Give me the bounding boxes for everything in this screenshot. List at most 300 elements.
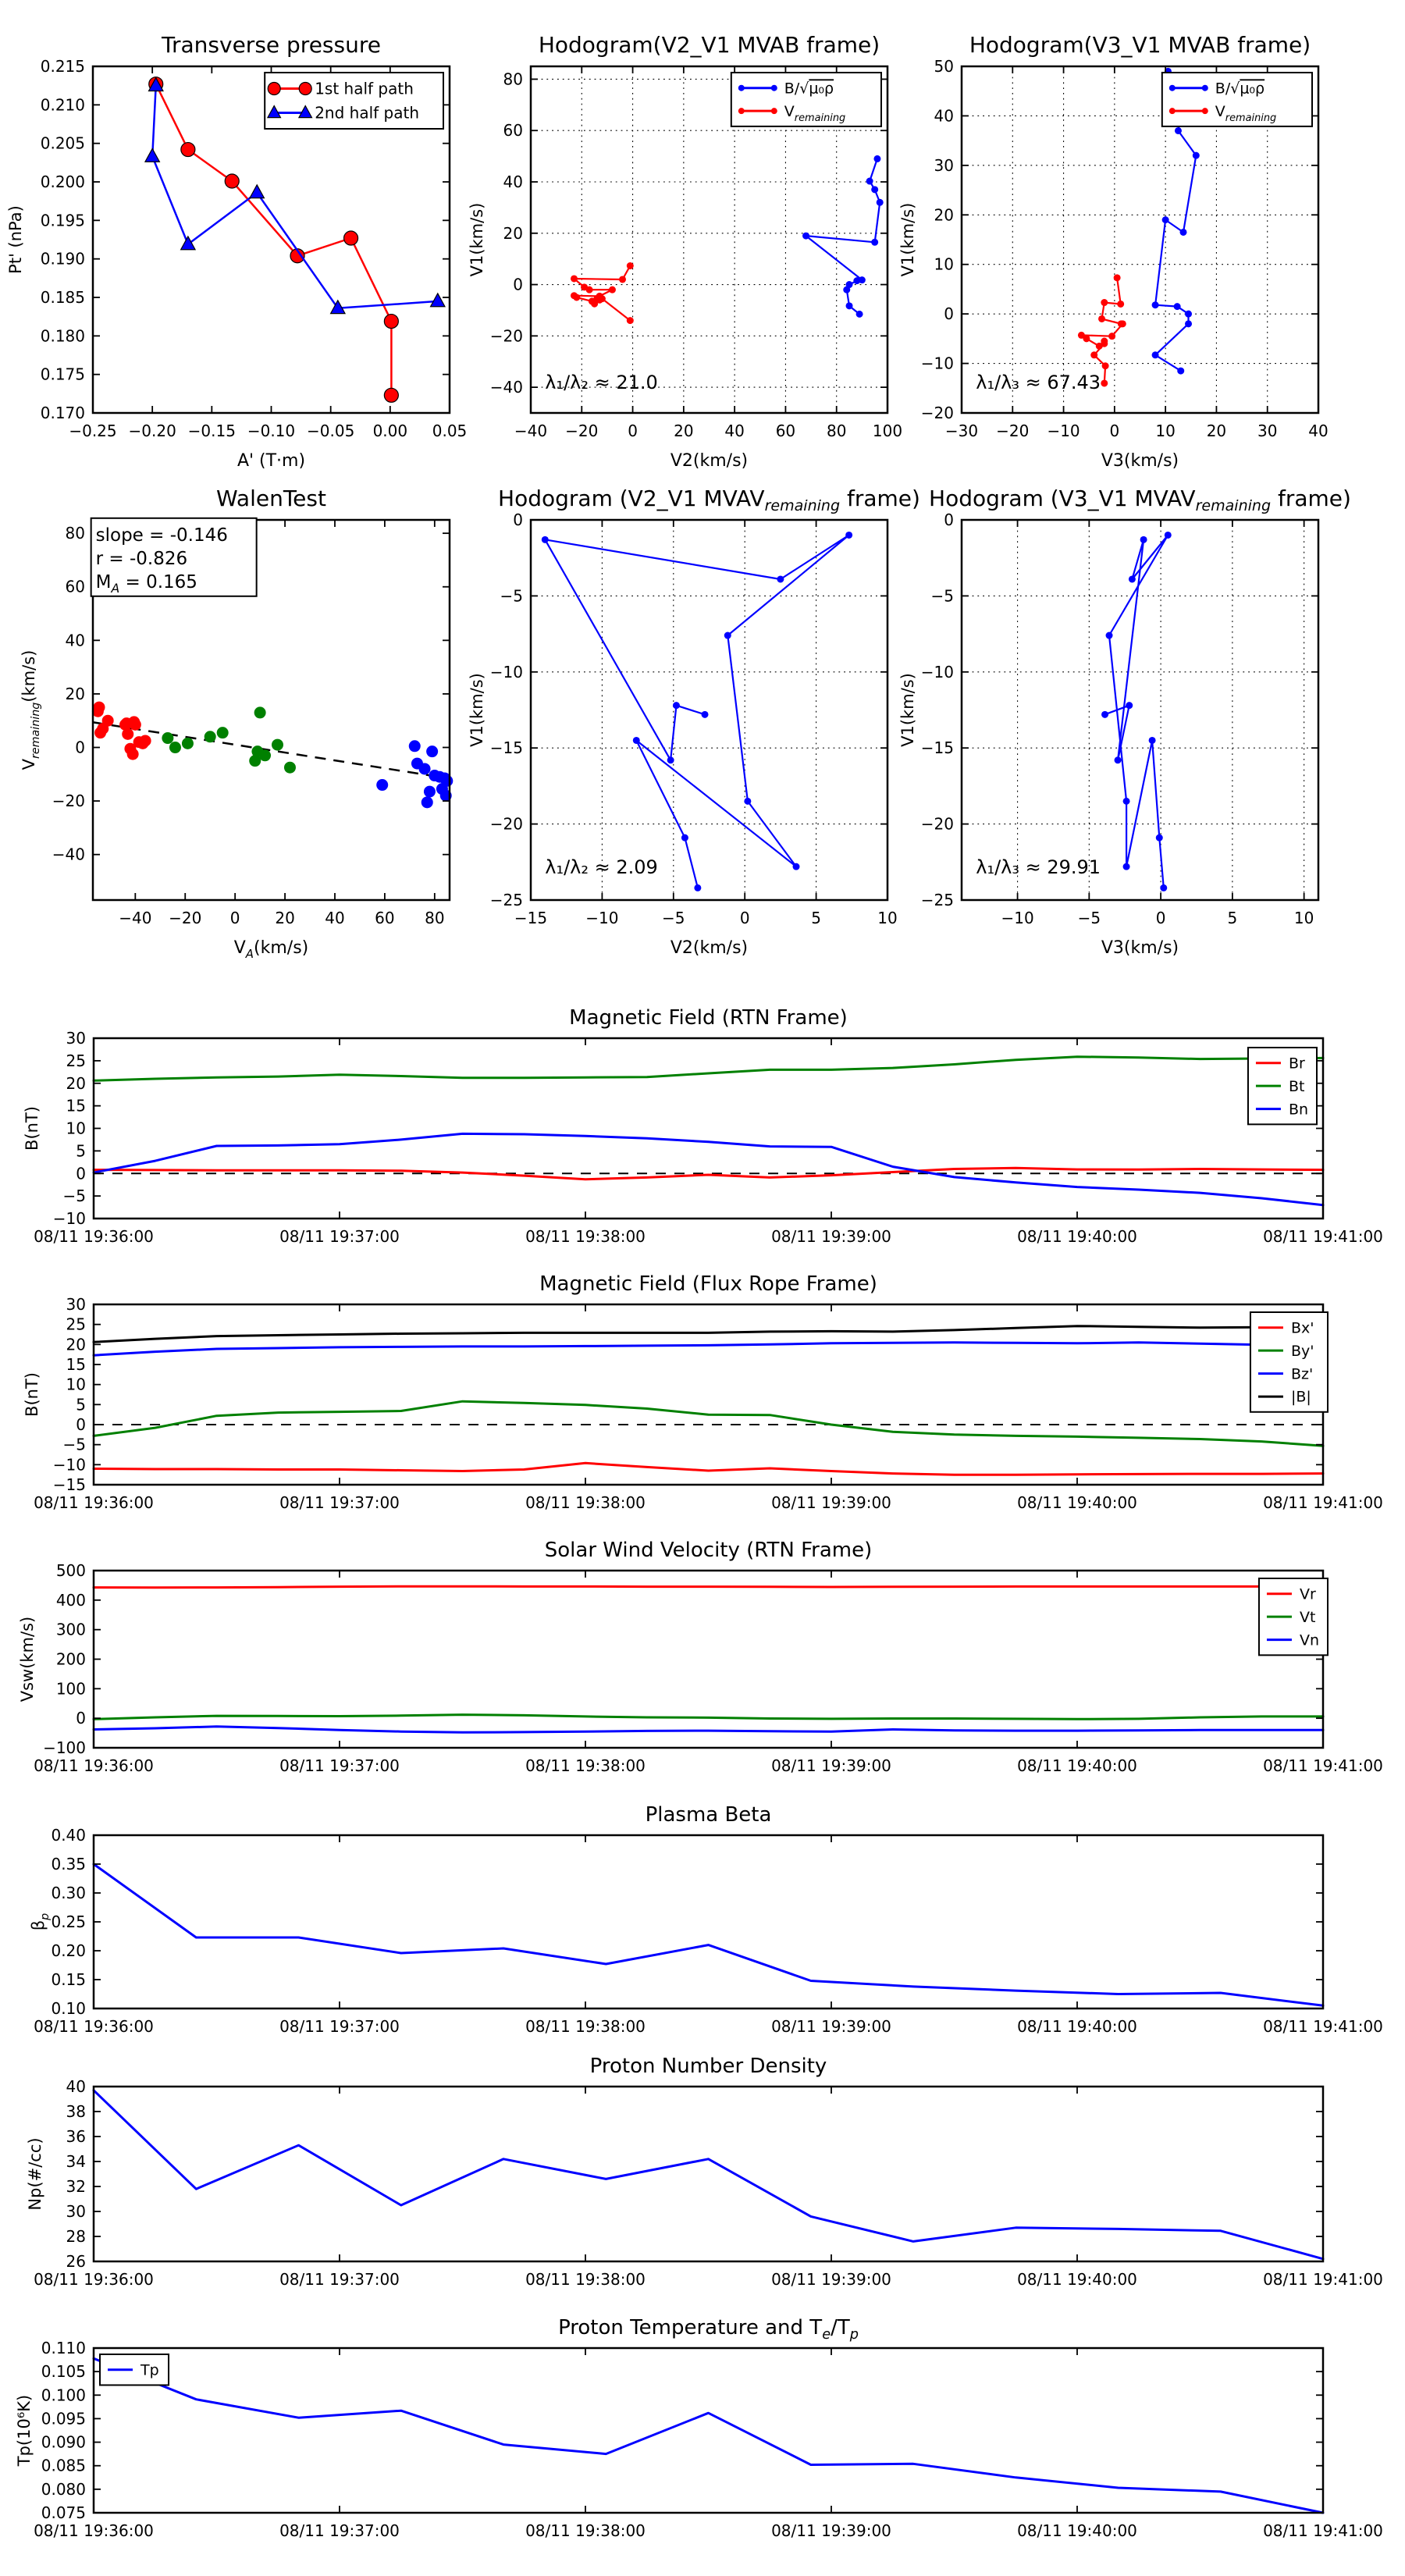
y-tick-label: 0 <box>75 738 85 757</box>
chart-hodogram-v2v1-mvav <box>468 486 920 958</box>
legend-label: By' <box>1290 1342 1314 1360</box>
circle-marker <box>181 143 195 157</box>
y-tick-label: 0.080 <box>41 2479 86 2499</box>
x-tick-label: 08/11 19:41:00 <box>1263 1227 1383 1246</box>
y-tick-label: 15 <box>66 1096 86 1115</box>
y-tick-label: 20 <box>65 684 85 703</box>
circle-marker <box>272 739 283 751</box>
circle-marker <box>1108 333 1115 340</box>
y-tick-label: 400 <box>55 1590 86 1610</box>
legend-label: 2nd half path <box>315 103 420 123</box>
y-tick-label: 36 <box>66 2127 86 2146</box>
chart-magnetic-field-rtn <box>23 1006 1383 1246</box>
series-line <box>94 1463 1323 1475</box>
y-tick-label: 0.175 <box>40 365 85 384</box>
series-line <box>94 2358 1323 2513</box>
ticks-and-labels <box>34 2077 1383 2289</box>
circle-marker <box>1119 320 1126 327</box>
y-tick-label: 0.35 <box>51 1855 86 1873</box>
circle-marker <box>182 738 194 749</box>
y-tick-label: −20 <box>489 814 523 834</box>
circle-marker <box>1162 216 1169 223</box>
plot-title: Solar Wind Velocity (RTN Frame) <box>544 1539 873 1562</box>
circle-marker <box>846 302 853 309</box>
y-tick-label: 30 <box>934 155 954 175</box>
x-tick-label: 08/11 19:37:00 <box>279 2017 400 2036</box>
y-tick-label: 40 <box>65 631 85 650</box>
x-axis-label: V2(km/s) <box>670 938 749 958</box>
triangle-marker <box>250 185 264 198</box>
y-tick-label: 0 <box>513 511 523 529</box>
x-tick-label: 08/11 19:39:00 <box>771 1756 891 1775</box>
y-tick-label: −10 <box>920 354 954 373</box>
series-Vn <box>94 1727 1323 1733</box>
x-tick-label: 0 <box>1109 422 1120 440</box>
y-tick-label: 0 <box>76 1709 86 1728</box>
y-tick-label: −5 <box>62 1187 86 1206</box>
circle-marker <box>1123 798 1130 805</box>
circle-marker <box>384 388 398 402</box>
legend-label: B/√μ₀ρ <box>784 80 834 98</box>
y-axis-label: Np(#/cc) <box>26 2137 44 2211</box>
x-tick-label: 0 <box>739 909 750 927</box>
x-tick-label: 08/11 19:36:00 <box>34 1756 154 1775</box>
y-tick-label: 20 <box>503 223 523 243</box>
y-tick-label: −25 <box>489 891 523 909</box>
series-line <box>94 1326 1323 1343</box>
circle-marker <box>1101 299 1108 306</box>
y-tick-label: 80 <box>65 524 85 543</box>
x-tick-label: 08/11 19:38:00 <box>525 1756 646 1775</box>
legend-label: |B| <box>1290 1388 1311 1406</box>
series-line <box>94 1715 1323 1720</box>
plot-title: WalenTest <box>216 486 326 511</box>
y-axis-label: $\beta_p$ <box>29 1912 52 1931</box>
x-tick-label: 08/11 19:37:00 <box>279 1756 400 1775</box>
series-V-path <box>542 532 852 891</box>
circle-marker <box>856 311 863 318</box>
x-tick-label: 08/11 19:39:00 <box>771 2017 891 2036</box>
x-axis-label: V3(km/s) <box>1101 451 1179 471</box>
circle-marker <box>284 762 296 774</box>
y-tick-label: 0.195 <box>40 211 85 230</box>
circle-marker <box>591 301 598 308</box>
circle-marker <box>1175 127 1182 134</box>
x-tick-label: 08/11 19:36:00 <box>34 1493 154 1512</box>
series-Bx-prime <box>94 1463 1323 1475</box>
legend-label: Vn <box>1299 1631 1320 1649</box>
x-tick-label: 0.00 <box>372 422 408 440</box>
annotation-text: λ₁/λ₂ ≈ 21.0 <box>545 371 658 393</box>
plot-title: Proton Temperature and $T_e/T_p$ <box>558 2316 859 2343</box>
y-tick-label: 28 <box>66 2227 86 2246</box>
series-last-interval <box>376 740 453 808</box>
circle-marker <box>259 749 271 761</box>
y-tick-label: 60 <box>503 121 523 141</box>
y-tick-label: 0.215 <box>40 57 85 76</box>
x-tick-label: 08/11 19:41:00 <box>1263 1493 1383 1512</box>
x-tick-label: 60 <box>775 422 796 440</box>
plot-title: Proton Number Density <box>589 2055 827 2078</box>
circle-marker <box>853 277 860 284</box>
circle-marker <box>793 863 800 870</box>
fit-dashed-line <box>93 722 450 778</box>
x-tick-label: 40 <box>325 909 345 927</box>
y-axis-label: V1(km/s) <box>898 673 917 747</box>
y-tick-label: −10 <box>489 662 523 681</box>
circle-marker <box>873 155 880 162</box>
circle-marker <box>376 779 388 791</box>
x-tick-label: 08/11 19:40:00 <box>1017 2270 1137 2289</box>
circle-marker <box>384 315 398 329</box>
y-tick-label: 0 <box>513 275 523 294</box>
y-tick-label: 10 <box>66 1119 86 1138</box>
y-tick-label: 0.085 <box>41 2456 86 2475</box>
annotation-text: λ₁/λ₃ ≈ 67.43 <box>976 371 1101 393</box>
legend-label: Bz' <box>1290 1365 1314 1383</box>
y-tick-label: 0.090 <box>41 2432 86 2452</box>
circle-marker <box>619 276 626 283</box>
circle-marker <box>1152 301 1159 308</box>
series-beta-p <box>94 1864 1323 2005</box>
series-line <box>94 1401 1323 1446</box>
y-tick-label: −100 <box>43 1738 86 1757</box>
series-B-magnitude <box>94 1326 1323 1343</box>
legend-label: $V_{remaining}$ <box>784 102 846 124</box>
y-tick-label: 5 <box>76 1395 86 1414</box>
x-tick-label: 30 <box>1257 422 1278 440</box>
circle-marker <box>1202 108 1208 114</box>
y-tick-label: 0.205 <box>40 133 85 153</box>
y-tick-label: −5 <box>930 586 954 606</box>
series-line <box>94 2090 1323 2259</box>
y-tick-label: 0 <box>944 511 954 529</box>
y-tick-label: −20 <box>920 814 954 834</box>
legend-label: $V_{remaining}$ <box>1215 102 1277 124</box>
circle-marker <box>102 715 114 727</box>
y-tick-label: 25 <box>66 1051 86 1070</box>
y-tick-label: −10 <box>52 1455 86 1475</box>
y-tick-label: 0.105 <box>41 2362 86 2382</box>
series-Tp <box>94 2358 1323 2513</box>
x-tick-label: 08/11 19:40:00 <box>1017 2521 1137 2540</box>
series-V-remaining <box>571 262 634 324</box>
x-tick-label: 20 <box>275 909 295 927</box>
x-tick-label: −30 <box>944 422 979 440</box>
series-By-prime <box>94 1401 1323 1446</box>
circle-marker <box>1177 368 1184 375</box>
x-tick-label: 08/11 19:36:00 <box>34 2270 154 2289</box>
circle-marker <box>542 536 549 543</box>
chart-proton-temperature <box>15 2316 1383 2540</box>
circle-marker <box>1090 351 1097 358</box>
circle-marker <box>93 702 105 713</box>
circle-marker <box>409 740 421 752</box>
triangle-marker <box>145 148 159 162</box>
y-tick-label: −40 <box>52 845 85 864</box>
x-tick-label: 08/11 19:41:00 <box>1263 2017 1383 2036</box>
ticks-and-labels <box>34 1561 1383 1775</box>
y-tick-label: 38 <box>66 2102 86 2121</box>
x-axis-label: V3(km/s) <box>1101 938 1179 958</box>
circle-marker <box>599 295 606 302</box>
circle-marker <box>633 737 640 744</box>
legend-label: Vt <box>1299 1608 1316 1626</box>
series-Bt <box>94 1057 1323 1081</box>
circle-marker <box>738 85 745 91</box>
legend <box>1259 1578 1328 1655</box>
circle-marker <box>1179 229 1186 236</box>
circle-marker <box>254 706 266 718</box>
annotation <box>91 518 257 596</box>
triangle-marker <box>181 237 195 250</box>
circle-marker <box>1106 632 1113 639</box>
x-tick-label: 100 <box>872 422 903 440</box>
circle-marker <box>627 317 634 324</box>
series-line <box>94 1864 1323 2005</box>
chart-hodogram-v3v1-mvav <box>898 486 1351 958</box>
circle-marker <box>205 731 216 742</box>
axes-box <box>94 1835 1323 2008</box>
circle-marker <box>422 796 433 808</box>
annotation-text: λ₁/λ₃ ≈ 29.91 <box>976 856 1101 878</box>
x-tick-label: 10 <box>877 909 898 927</box>
y-tick-label: −15 <box>489 738 523 758</box>
x-tick-label: −40 <box>514 422 548 440</box>
circle-marker <box>1169 108 1176 114</box>
y-axis-label: V1(km/s) <box>468 673 486 747</box>
legend-label: Bn <box>1288 1101 1309 1119</box>
y-tick-label: 0.30 <box>51 1884 86 1902</box>
y-tick-label: 100 <box>55 1679 86 1699</box>
y-tick-label: 40 <box>66 2077 86 2096</box>
y-axis-label: $V_{remaining}(km/s)$ <box>20 649 42 770</box>
circle-marker <box>1129 575 1136 582</box>
y-tick-label: −15 <box>52 1475 86 1494</box>
circle-marker <box>1160 884 1167 891</box>
circle-marker <box>573 294 580 301</box>
circle-marker <box>866 178 873 185</box>
y-tick-label: 10 <box>934 254 954 274</box>
circle-marker <box>225 174 239 188</box>
y-tick-label: 0.095 <box>41 2409 86 2428</box>
x-tick-label: 5 <box>811 909 821 927</box>
x-tick-label: −0.05 <box>307 422 355 440</box>
y-tick-label: −5 <box>500 586 523 606</box>
circle-marker <box>424 786 436 798</box>
y-tick-label: 0.200 <box>40 173 85 191</box>
y-tick-label: −10 <box>52 1209 86 1228</box>
legend-label: Br <box>1288 1055 1305 1073</box>
annotation-text: λ₁/λ₂ ≈ 2.09 <box>545 856 658 878</box>
y-axis-label: V1(km/s) <box>468 202 486 277</box>
x-tick-label: 08/11 19:38:00 <box>525 1227 646 1246</box>
legend <box>100 2354 169 2385</box>
x-tick-label: 08/11 19:39:00 <box>771 1227 891 1246</box>
chart-plasma-beta <box>29 1803 1383 2036</box>
y-tick-label: 0.190 <box>40 249 85 269</box>
circle-marker <box>1101 711 1108 718</box>
chart-walen-test <box>20 486 453 961</box>
series-line <box>574 266 631 321</box>
series-middle-interval <box>162 706 296 773</box>
circle-marker <box>162 732 173 744</box>
annotation <box>976 856 1101 878</box>
x-tick-label: −15 <box>514 909 548 927</box>
chart-hodogram-v2v1-mvab <box>468 32 902 471</box>
y-tick-label: 20 <box>66 1335 86 1354</box>
circle-marker <box>1115 756 1122 763</box>
series-line <box>94 1343 1323 1355</box>
x-tick-label: 0 <box>229 909 240 927</box>
x-tick-label: 08/11 19:40:00 <box>1017 1227 1137 1246</box>
y-tick-label: 26 <box>66 2252 86 2271</box>
plot-title: Hodogram(V3_V1 MVAB frame) <box>969 32 1311 58</box>
legend <box>1250 1312 1328 1412</box>
circle-marker <box>1202 85 1208 91</box>
x-tick-label: 08/11 19:39:00 <box>771 1493 891 1512</box>
legend <box>731 73 881 126</box>
x-tick-label: −40 <box>119 909 152 927</box>
x-tick-label: −0.20 <box>128 422 176 440</box>
circle-marker <box>667 756 674 763</box>
series-V-remaining <box>1078 274 1126 386</box>
circle-marker <box>744 798 751 805</box>
x-tick-label: 10 <box>1155 422 1176 440</box>
circle-marker <box>877 199 884 206</box>
circle-marker <box>1193 152 1200 159</box>
chart-proton-number-density <box>26 2055 1383 2289</box>
circle-marker <box>1156 834 1163 841</box>
circle-marker <box>1165 532 1172 539</box>
series-line <box>94 1057 1323 1081</box>
circle-marker <box>1152 351 1159 358</box>
series-line <box>94 1586 1323 1588</box>
x-tick-label: −10 <box>585 909 619 927</box>
circle-marker <box>169 742 181 753</box>
axes-box <box>94 1304 1323 1485</box>
circle-marker <box>571 275 578 282</box>
circle-marker <box>681 834 688 841</box>
y-tick-label: 20 <box>66 1073 86 1093</box>
y-tick-label: 40 <box>934 106 954 126</box>
x-tick-label: −5 <box>662 909 685 927</box>
y-tick-label: −10 <box>920 662 954 681</box>
annotation <box>545 372 658 393</box>
axes-box <box>531 520 887 900</box>
y-tick-label: 60 <box>65 577 85 596</box>
circle-marker <box>586 286 593 294</box>
circle-marker <box>419 763 431 774</box>
y-tick-label: 20 <box>934 205 954 225</box>
legend-label: Bt <box>1288 1077 1305 1095</box>
circle-marker <box>140 735 151 746</box>
x-tick-label: 20 <box>1206 422 1227 440</box>
series-Vr <box>94 1586 1323 1588</box>
circle-marker <box>694 884 701 891</box>
circle-marker <box>738 108 745 114</box>
x-tick-label: 08/11 19:38:00 <box>525 1493 646 1512</box>
circle-marker <box>1083 335 1090 342</box>
circle-marker <box>802 233 809 240</box>
legend <box>1248 1048 1317 1124</box>
y-tick-label: 40 <box>503 173 523 191</box>
annotation <box>545 856 658 878</box>
circle-marker <box>130 719 141 731</box>
series-line <box>1081 278 1122 383</box>
x-tick-label: 08/11 19:36:00 <box>34 2017 154 2036</box>
ticks-and-labels <box>34 1826 1383 2036</box>
x-tick-label: 08/11 19:36:00 <box>34 1227 154 1246</box>
x-tick-label: 08/11 19:38:00 <box>525 2521 646 2540</box>
circle-marker <box>673 702 680 709</box>
x-tick-label: 08/11 19:41:00 <box>1263 2521 1383 2540</box>
plot-title: Hodogram(V2_V1 MVAB frame) <box>538 32 880 58</box>
x-tick-label: 0 <box>628 422 638 440</box>
legend-label: Bx' <box>1290 1319 1314 1337</box>
circle-marker <box>871 186 878 193</box>
y-tick-label: 30 <box>66 2202 86 2221</box>
y-tick-label: 0.40 <box>51 1826 86 1845</box>
x-tick-label: 08/11 19:41:00 <box>1263 2270 1383 2289</box>
chart-transverse-pressure <box>6 32 467 471</box>
circle-marker <box>1140 536 1147 543</box>
x-tick-label: −0.10 <box>247 422 296 440</box>
x-tick-label: 08/11 19:40:00 <box>1017 1493 1137 1512</box>
circle-marker <box>1149 737 1156 744</box>
circle-marker <box>777 575 784 582</box>
plot-title: Transverse pressure <box>162 32 381 58</box>
x-tick-label: 80 <box>425 909 445 927</box>
circle-marker <box>771 108 777 114</box>
x-tick-label: 80 <box>826 422 847 440</box>
circle-marker <box>627 262 634 269</box>
y-axis-label: B(nT) <box>23 1106 41 1151</box>
y-tick-label: 30 <box>66 1295 86 1314</box>
series-first-interval <box>92 702 151 760</box>
x-tick-label: 08/11 19:40:00 <box>1017 1756 1137 1775</box>
circle-marker <box>1174 303 1181 310</box>
ticks-and-labels <box>34 1029 1383 1246</box>
legend <box>1162 73 1312 126</box>
x-tick-label: −10 <box>1047 422 1080 440</box>
circle-marker <box>441 775 453 787</box>
x-tick-label: 08/11 19:37:00 <box>279 2270 400 2289</box>
x-tick-label: 08/11 19:37:00 <box>279 1227 400 1246</box>
series-Br <box>94 1168 1323 1179</box>
annotation-text: slope = -0.146 <box>95 525 228 546</box>
y-tick-label: 0.25 <box>51 1912 86 1931</box>
y-tick-label: 0.10 <box>51 1999 86 2018</box>
circle-marker <box>724 632 731 639</box>
y-tick-label: 32 <box>66 2177 86 2196</box>
axes-box <box>94 1571 1323 1748</box>
y-axis-label: B(nT) <box>23 1372 41 1417</box>
circle-marker <box>845 532 852 539</box>
y-tick-label: 200 <box>55 1649 86 1669</box>
axes-box <box>94 1038 1323 1219</box>
circle-marker <box>1098 315 1105 322</box>
plot-title: Plasma Beta <box>645 1803 772 1827</box>
y-tick-label: 0.170 <box>40 404 85 422</box>
y-axis-label: Pt' (nPa) <box>6 205 25 274</box>
plot-title: Magnetic Field (Flux Rope Frame) <box>539 1272 877 1296</box>
axes-box <box>94 2087 1323 2261</box>
y-axis-label: Vsw(km/s) <box>18 1616 37 1703</box>
y-axis-label: V1(km/s) <box>898 202 917 277</box>
x-tick-label: 08/11 19:38:00 <box>525 2017 646 2036</box>
x-tick-label: 5 <box>1227 909 1238 927</box>
